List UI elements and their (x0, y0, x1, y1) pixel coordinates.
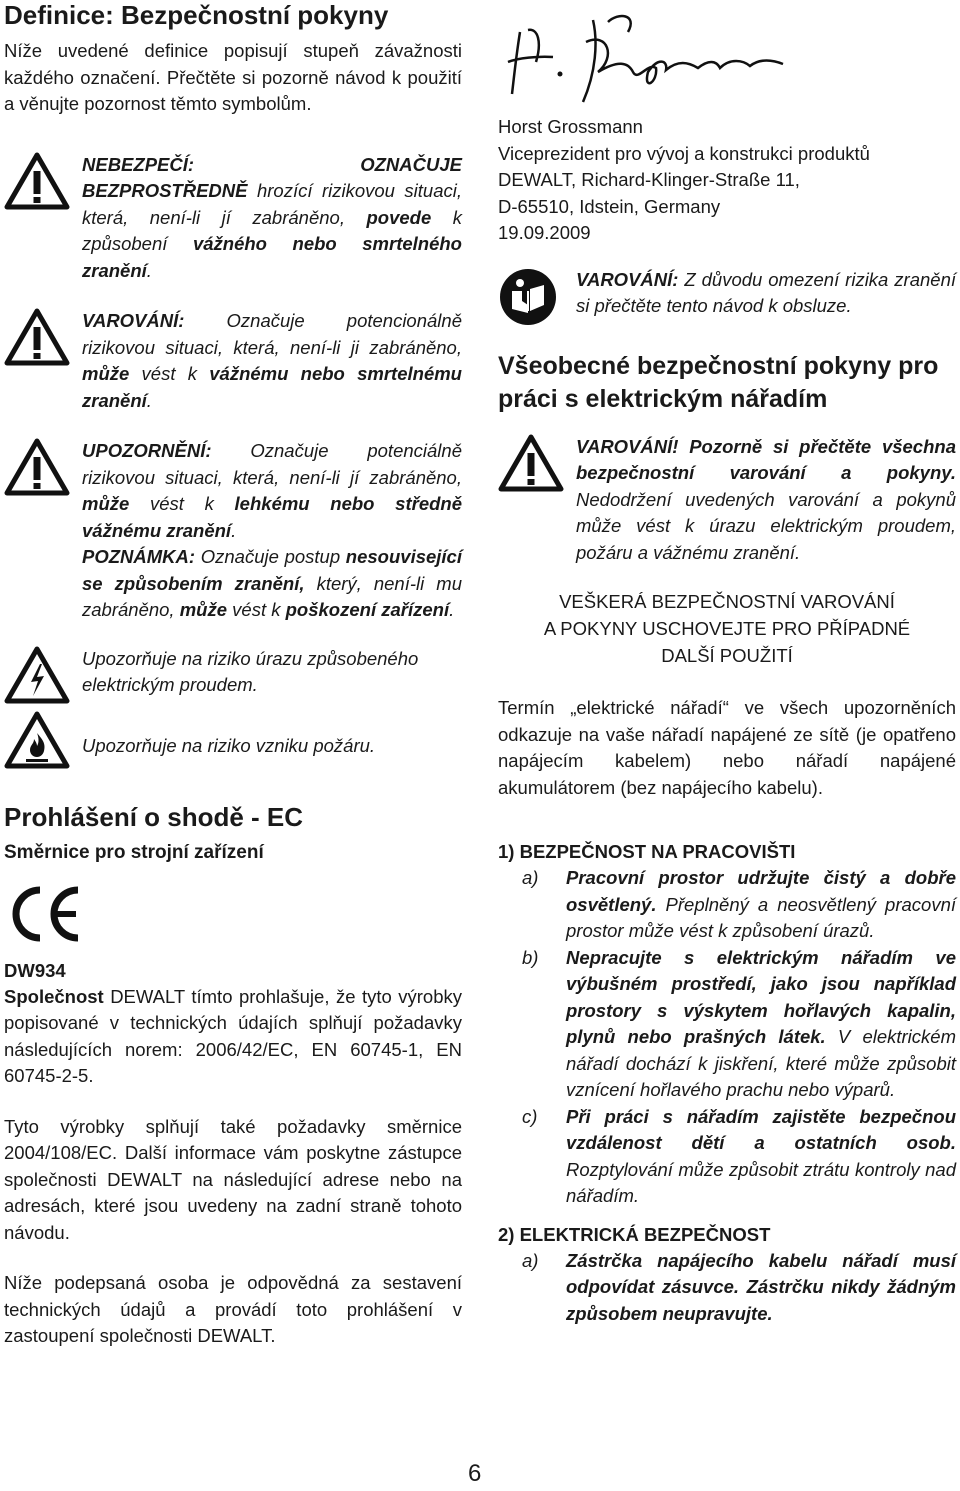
ce-mark-logo (4, 884, 462, 948)
electric-shock-icon (4, 646, 82, 709)
danger-definition: NEBEZPEČÍ: OZNAČUJE BEZPROSTŘEDNĚ hrozící rizikovou situaci, která, není-li jí zabráněno, povede k způsobení vážného nebo smrtelného zranění. (82, 153, 462, 281)
warning-triangle-icon (4, 308, 82, 371)
general-warning-text: VAROVÁNÍ! Pozorně si přečtěte všechna bezpečnostní varování a pokyny. Nedodržení uvedených varování a pokynů může vést k úrazu elektrickým proudem, požáru a vážnému zranění. (576, 435, 956, 563)
list-item: a) Zástrčka napájecího kabelu nářadí musí odpovídat zásuvce. Zástrčku nikdy žádným způsobem neupravujte. (522, 1249, 956, 1324)
signer-company: DEWALT, Richard-Klinger-Straße 11, (498, 169, 800, 190)
warning-definition: VAROVÁNÍ: Označuje potencionálně rizikovou situaci, která, není-li ji zabráněno, může vést k vážnému nebo smrtelnému zranění. (82, 310, 462, 411)
note-label: POZNÁMKA: (82, 546, 196, 567)
caution-block (4, 438, 462, 624)
emc-paragraph: Tyto výrobky splňují také požadavky směrnice 2004/108/EC. Další informace vám poskytne zástupce společnosti DEWALT na následující adrese nebo na adresách, které jsou uvedeny na zadní straně tohoto návodu. (4, 1115, 462, 1243)
work-area-safety-title: 1) BEZPEČNOST NA PRACOVIŠTI (498, 841, 796, 862)
definitions-title: Definice: Bezpečnostní pokyny (4, 0, 389, 30)
electric-shock-block (4, 646, 462, 709)
page-number: 6 (468, 1460, 482, 1487)
keep-instructions-notice: VEŠKERÁ BEZPEČNOSTNÍ VAROVÁNÍ A POKYNY USCHOVEJTE PRO PŘÍPADNÉ DALŠÍ POUŽITÍ (543, 591, 911, 666)
general-safety-title: Všeobecné bezpečnostní pokyny pro práci s elektrickým nářadím (498, 351, 939, 413)
electrical-safety-list (498, 1248, 956, 1328)
list-item: b) Nepracujte s elektrickým nářadím ve výbušném prostředí, jako jsou například prostory s výskytem hořlavých kapalin, plynů nebo prašných látek. V elektrickém nářadí dochází k jiskření, které může způsobit vznícení hořlavého prachu nebo výparů. (522, 946, 956, 1100)
right-column (498, 0, 956, 1327)
work-area-safety-list (498, 865, 956, 1210)
ec-declaration-title: Prohlášení o shodě - EC (4, 801, 304, 832)
danger-label: NEBEZPEČÍ: OZNAČUJE BEZPROSTŘEDNĚ (82, 153, 462, 201)
handwritten-signature (498, 2, 956, 114)
ec-directive-subtitle: Směrnice pro strojní zařízení (4, 841, 264, 863)
general-warning-triangle-icon (498, 434, 576, 497)
signer-date: 19.09.2009 (498, 222, 591, 243)
power-tool-term-paragraph: Termín „elektrické nářadí“ ve všech upozorněních odkazuje na vaše nářadí napájené ze sítě (je opatřeno napájecím kabelem) nebo nářadí napájené akumulátorem (bez napájecího kabelu). (498, 697, 956, 798)
signatory-paragraph: Níže podepsaná osoba je odpovědná za sestavení technických údajů a provádí toto prohlášení v zastoupení společnosti DEWALT. (4, 1272, 462, 1346)
signer-name: Horst Grossmann (498, 116, 643, 137)
read-manual-icon (498, 267, 576, 332)
warning-label: VAROVÁNÍ: (82, 310, 185, 331)
warning-block (4, 308, 462, 414)
caution-definition: UPOZORNĚNÍ: Označuje potenciálně rizikovou situaci, která, není-li jí zabráněno, může vést k lehkému nebo středně vážnému zranění. (82, 440, 462, 541)
read-manual-block (498, 267, 956, 332)
caution-label: UPOZORNĚNÍ: (82, 440, 212, 461)
signer-city: D-65510, Idstein, Germany (498, 195, 721, 217)
left-column (4, 0, 462, 1350)
fire-hazard-icon (4, 711, 82, 774)
electrical-safety-title: 2) ELEKTRICKÁ BEZPEČNOST (498, 1223, 771, 1245)
electric-shock-text: Upozorňuje na riziko úrazu způsobeného elektrickým proudem. (82, 647, 419, 695)
danger-block (4, 152, 462, 285)
definitions-intro: Níže uvedené definice popisují stupeň závažnosti každého označení. Přečtěte si pozorně návod k použití a věnujte pozornost těmto symbolům. (4, 40, 462, 114)
fire-block (4, 711, 462, 774)
signer-title: Viceprezident pro vývoj a konstrukci produktů (498, 142, 870, 164)
fire-text: Upozorňuje na riziko vzniku požáru. (82, 734, 376, 756)
list-item: a) Pracovní prostor udržujte čistý a dobře osvětlený. Přeplněný a neosvětlený pracovní prostor může vést k způsobení úrazů. (522, 867, 956, 941)
note-definition: POZNÁMKA: Označuje postup nesouvisející se způsobením zranění, který, není-li mu zabráněno, může vést k poškození zařízení. (82, 546, 462, 620)
read-manual-warning: VAROVÁNÍ: Z důvodu omezení rizika zranění si přečtěte tento návod k obsluze. (576, 268, 956, 316)
declaration-paragraph: Společnost DEWALT tímto prohlašuje, že tyto výrobky popisované v technických údajích splňují požadavky následujících norem: 2006/42/EC, EN 60745-1, EN 60745-2-5. (4, 985, 462, 1086)
general-warning-block (498, 434, 956, 567)
danger-warning-triangle-icon (4, 152, 82, 215)
list-item: c) Při práci s nářadím zajistěte bezpečnou vzdálenost dětí a ostatních osob. Rozptylování může způsobit ztrátu kontroly nad nářadím. (522, 1105, 956, 1206)
model-number: DW934 (4, 959, 66, 981)
caution-triangle-icon (4, 438, 82, 501)
